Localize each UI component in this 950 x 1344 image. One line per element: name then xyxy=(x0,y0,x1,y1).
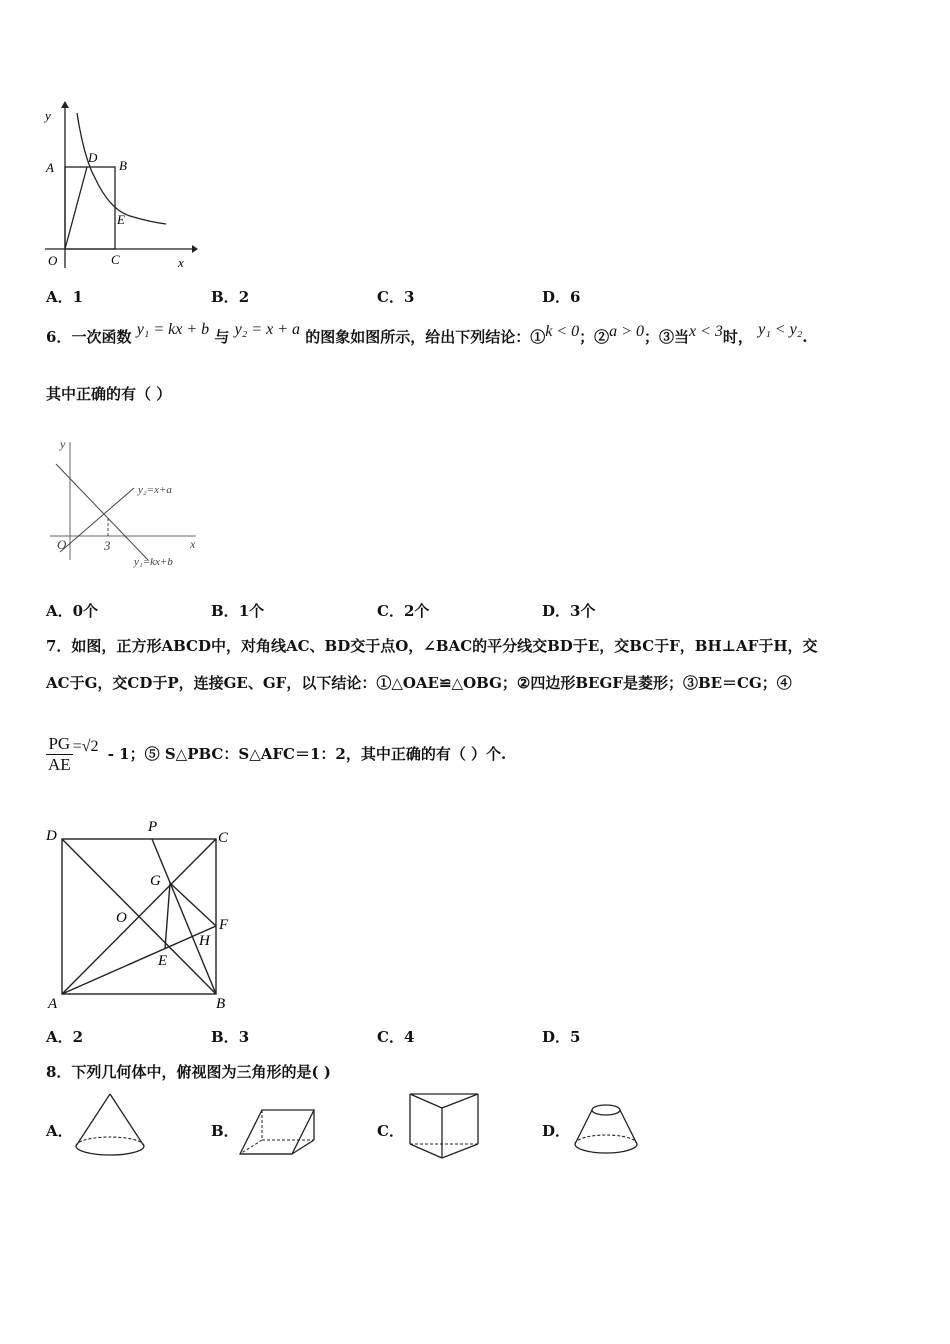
svg-text:C: C xyxy=(111,252,120,267)
svg-text:E: E xyxy=(158,953,168,969)
svg-text:x: x xyxy=(178,255,184,270)
q8-option-d[interactable]: D． xyxy=(542,1122,571,1140)
q6-option-b[interactable]: B．1个 xyxy=(211,602,265,620)
q7-figure xyxy=(42,815,242,1013)
oblique-prism-icon xyxy=(236,1102,320,1160)
svg-text:C: C xyxy=(218,830,229,846)
q5-option-d[interactable]: D．6 xyxy=(542,288,581,306)
q8-option-c[interactable]: C． xyxy=(377,1122,404,1140)
q6-option-c[interactable]: C．2个 xyxy=(377,602,430,620)
svg-text:D: D xyxy=(88,150,98,165)
q7-stem-line2: AC于G，交CD于P，连接GE、GF，以下结论：①△OAE≌△OBG；②四边形BEGF是菱形；③BE＝CG；④ xyxy=(46,674,792,692)
frustum-icon xyxy=(570,1098,642,1160)
svg-text:D: D xyxy=(46,828,57,844)
svg-text:B: B xyxy=(119,158,127,173)
q6-figure xyxy=(46,432,206,574)
svg-text:3: 3 xyxy=(104,538,111,553)
q5-option-b[interactable]: B．2 xyxy=(211,288,250,306)
q7-stem-line1: 7．如图，正方形ABCD中，对角线AC、BD交于点O，∠BAC的平分线交BD于E，交BC于F，BH⊥AF于H，交 xyxy=(46,637,818,655)
q6-stem: 6．一次函数 y₁ = kx + b 与 y₂ = x + a 的图象如图所示，给出下列结论：①k < 0；②a > 0；③当x < 3时， y₁ < y₂. xyxy=(46,321,808,346)
q6-option-d[interactable]: D．3个 xyxy=(542,602,596,620)
svg-text:O: O xyxy=(57,537,67,552)
svg-text:y: y xyxy=(60,437,66,451)
svg-text:A: A xyxy=(46,160,54,175)
cone-icon xyxy=(70,1090,150,1162)
svg-text:G: G xyxy=(150,873,161,889)
svg-text:y₁=kx+b: y₁=kx+b xyxy=(134,556,173,568)
q7-option-a[interactable]: A．2 xyxy=(46,1028,84,1046)
svg-text:x: x xyxy=(190,537,196,551)
q6-option-a[interactable]: A．0个 xyxy=(46,602,99,620)
q5-option-a[interactable]: A．1 xyxy=(46,288,84,306)
pg-ae-fraction: $\frac{PG}{AE}$ xyxy=(48,734,71,774)
svg-text:B: B xyxy=(216,996,226,1012)
svg-text:F: F xyxy=(219,917,229,933)
q5-figure xyxy=(40,98,200,273)
svg-text:A: A xyxy=(48,996,58,1012)
svg-text:y₂=x+a: y₂=x+a xyxy=(138,484,172,496)
svg-text:y: y xyxy=(45,108,51,123)
q8-option-b[interactable]: B． xyxy=(211,1122,239,1140)
q7-option-b[interactable]: B．3 xyxy=(211,1028,250,1046)
svg-text:H: H xyxy=(199,933,210,949)
triangular-prism-icon xyxy=(404,1090,484,1162)
svg-text:P: P xyxy=(148,819,158,835)
q7-option-d[interactable]: D．5 xyxy=(542,1028,581,1046)
svg-text:O: O xyxy=(48,253,58,268)
q5-option-c[interactable]: C．3 xyxy=(377,288,415,306)
svg-text:O: O xyxy=(116,910,127,926)
q7-option-c[interactable]: C．4 xyxy=(377,1028,415,1046)
q8-stem: 8．下列几何体中，俯视图为三角形的是( ) xyxy=(46,1063,331,1081)
q7-stem-line3: $\frac{PG}{AE}$ =√2 - 1；⑤ S△PBC：S△AFC＝1：2，其中正确的有（ ）个. xyxy=(48,734,507,774)
svg-text:E: E xyxy=(117,212,125,227)
q6-question-line: 其中正确的有（ ） xyxy=(46,385,172,403)
q8-option-a[interactable]: A． xyxy=(46,1122,73,1140)
